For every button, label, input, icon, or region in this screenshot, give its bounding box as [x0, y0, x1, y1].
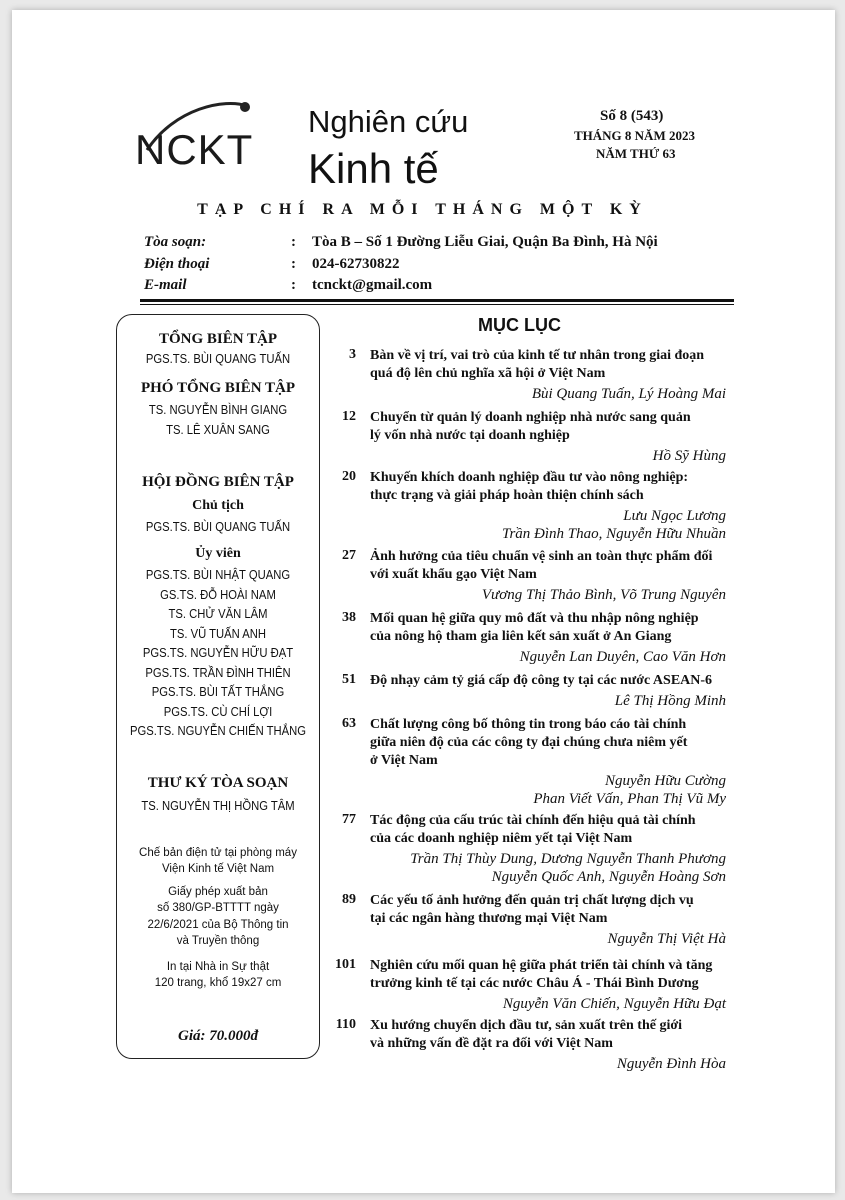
toc-article-authors: Nguyễn Văn Chiến, Nguyễn Hữu Đạt [502, 996, 726, 1012]
contact-label-address: Tòa soạn: [144, 234, 207, 250]
contact-colon: : [291, 256, 296, 272]
toc-article-title[interactable]: với xuất khẩu gạo Việt Nam [370, 567, 537, 582]
secretary-name: TS. NGUYỄN THỊ HỒNG TÂM [141, 799, 295, 813]
deputy-heading: PHÓ TỔNG BIÊN TẬP [140, 380, 296, 396]
contact-colon: : [291, 277, 296, 293]
contact-email: tcnckt@gmail.com [312, 277, 433, 293]
toc-article-title[interactable]: trưởng kinh tế tại các nước Châu Á - Thái Bình Dương [370, 976, 699, 991]
toc-article-authors: Nguyễn Hữu Cường [604, 773, 726, 789]
member-name: TS. VŨ TUẤN ANH [169, 627, 267, 641]
toc-article-authors: Bùi Quang Tuấn, Lý Hoàng Mai [531, 386, 726, 402]
divider-thick [140, 299, 734, 302]
toc-page-number: 12 [342, 409, 356, 424]
toc-article-title[interactable]: Bàn về vị trí, vai trò của kinh tế tư nhân trong giai đoạn [370, 348, 705, 363]
toc-article-authors: Nguyễn Quốc Anh, Nguyễn Hoàng Sơn [491, 869, 726, 885]
member-name: PGS.TS. TRẦN ĐÌNH THIÊN [145, 666, 291, 680]
toc-article-title[interactable]: Xu hướng chuyển dịch đầu tư, sản xuất trên thế giới [370, 1018, 682, 1033]
toc-article-title[interactable]: quá độ lên chủ nghĩa xã hội ở Việt Nam [370, 366, 606, 381]
print-note-line: Viện Kinh tế Việt Nam [161, 863, 275, 875]
member-name: PGS.TS. CÙ CHÍ LỢI [163, 705, 273, 719]
toc-page-number: 3 [349, 347, 356, 362]
contact-label-email: E-mail [144, 277, 187, 293]
toc-article-authors: Lê Thị Hồng Minh [614, 693, 726, 709]
member-name: PGS.TS. NGUYỄN CHIẾN THẮNG [129, 724, 307, 738]
member-name: TS. CHỬ VĂN LÂM [168, 607, 268, 621]
toc-article-authors: Trần Đình Thao, Nguyễn Hữu Nhuần [501, 526, 726, 542]
toc-article-title[interactable]: Khuyến khích doanh nghiệp đầu tư vào nông nghiệp: [370, 470, 689, 485]
journal-title-line2: Kinh tế [308, 145, 439, 192]
toc-article-title[interactable]: Tác động của cấu trúc tài chính đến hiệu quả tài chính [370, 813, 696, 828]
toc-article-title[interactable]: của nông hộ tham gia liên kết sản xuất ở An Giang [370, 629, 672, 644]
contact-address: Tòa B – Số 1 Đường Liễu Giai, Quận Ba Đình, Hà Nội [312, 234, 658, 250]
toc-article-title[interactable]: giữa niên độ của các công ty đại chúng chưa niêm yết [370, 735, 688, 750]
toc-article-authors: Vương Thị Thảo Bình, Võ Trung Nguyên [481, 587, 726, 603]
deputy-name: TS. LÊ XUÂN SANG [166, 423, 270, 437]
deputy-name: TS. NGUYỄN BÌNH GIANG [148, 403, 288, 417]
toc-heading: MỤC LỤC [478, 315, 561, 335]
contact-colon: : [291, 234, 296, 250]
toc-article-authors: Trần Thị Thùy Dung, Dương Nguyễn Thanh Phương [410, 851, 726, 867]
toc-page-number: 20 [342, 469, 356, 484]
printer-note-line: 120 trang, khổ 19x27 cm [154, 977, 282, 989]
council-heading: HỘI ĐỒNG BIÊN TẬP [142, 474, 294, 490]
members-label: Ủy viên [195, 546, 241, 561]
toc-article-title[interactable]: Mối quan hệ giữa quy mô đất và thu nhập nông nghiệp [370, 611, 699, 626]
toc-article-title[interactable]: và những vấn đề đặt ra đối với Việt Nam [370, 1036, 613, 1051]
toc-article-authors: Hồ Sỹ Hùng [652, 448, 726, 464]
contact-phone: 024-62730822 [312, 256, 400, 272]
member-name: GS.TS. ĐỖ HOÀI NAM [160, 588, 276, 602]
toc-article-title[interactable]: Độ nhạy cảm tỷ giá cấp độ công ty tại các nước ASEAN-6 [370, 673, 713, 688]
toc-page-number: 101 [335, 957, 356, 972]
member-name: PGS.TS. BÙI TẤT THẮNG [151, 685, 285, 699]
toc-page-number: 63 [342, 716, 356, 731]
toc-article-title[interactable]: Nghiên cứu mối quan hệ giữa phát triển tài chính và tăng [370, 958, 713, 973]
license-note-line: và Truyền thông [176, 935, 260, 947]
issue-year: NĂM THỨ 63 [596, 146, 676, 161]
toc-article-title[interactable]: Chất lượng công bố thông tin trong báo cáo tài chính [370, 717, 687, 732]
toc-article-authors: Phan Viết Vấn, Phan Thị Vũ My [533, 791, 726, 807]
toc-article-title[interactable]: ở Việt Nam [370, 753, 438, 768]
toc-page-number: 51 [342, 672, 356, 687]
toc-page-number: 77 [342, 812, 356, 827]
toc-article-authors: Lưu Ngọc Lương [623, 508, 726, 524]
chair-label: Chủ tịch [192, 498, 244, 513]
issue-number: Số 8 (543) [600, 108, 664, 124]
member-name: PGS.TS. NGUYỄN HỮU ĐẠT [142, 646, 294, 660]
toc-article-title[interactable]: của các doanh nghiệp niêm yết tại Việt Nam [370, 831, 633, 846]
member-name: PGS.TS. BÙI NHẬT QUANG [145, 568, 291, 582]
logo-text: NCKT [135, 126, 254, 173]
divider-thin [140, 304, 734, 305]
license-note-line: Giấy phép xuất bản [168, 886, 268, 898]
toc-article-authors: Nguyễn Thị Việt Hà [607, 931, 726, 947]
toc-page-number: 89 [342, 892, 356, 907]
toc-article-title[interactable]: thực trạng và giải pháp hoàn thiện chính sách [370, 488, 644, 503]
tagline: TẠP CHÍ RA MỖI THÁNG MỘT KỲ [197, 201, 648, 218]
chair-name: PGS.TS. BÙI QUANG TUẤN [145, 520, 291, 534]
journal-title-line1: Nghiên cứu [308, 104, 469, 139]
license-note-line: 22/6/2021 của Bộ Thông tin [147, 919, 289, 931]
toc-page-number: 110 [335, 1017, 356, 1032]
toc-article-title[interactable]: Ảnh hưởng của tiêu chuẩn vệ sinh an toàn thực phẩm đối [370, 549, 713, 564]
toc-page-number: 38 [342, 610, 356, 625]
toc-article-title[interactable]: tại các ngân hàng thương mại Việt Nam [370, 911, 608, 926]
price: Giá: 70.000đ [178, 1028, 258, 1044]
toc-article-title[interactable]: lý vốn nhà nước tại doanh nghiệp [370, 428, 570, 443]
issue-month: THÁNG 8 NĂM 2023 [574, 128, 695, 143]
toc-article-title[interactable]: Các yếu tố ảnh hưởng đến quản trị chất lượng dịch vụ [370, 893, 694, 908]
toc-page-number: 27 [342, 548, 356, 563]
issue-info [574, 108, 695, 163]
toc-article-authors: Nguyễn Đình Hòa [616, 1056, 726, 1072]
toc-article-title[interactable]: Chuyển từ quản lý doanh nghiệp nhà nước sang quản [370, 410, 691, 425]
editor-name: PGS.TS. BÙI QUANG TUẤN [145, 352, 291, 366]
secretary-heading: THƯ KÝ TÒA SOẠN [147, 775, 289, 791]
editor-heading: TỔNG BIÊN TẬP [158, 331, 278, 347]
toc-article-authors: Nguyễn Lan Duyên, Cao Văn Hơn [519, 649, 726, 665]
license-note-line: số 380/GP-BTTTT ngày [157, 902, 279, 914]
contact-label-phone: Điện thoại [144, 256, 210, 272]
ncky-logo [135, 98, 280, 178]
printer-note-line: In tại Nhà in Sự thật [166, 961, 270, 973]
print-note-line: Chế bản điện tử tại phòng máy [139, 847, 297, 859]
